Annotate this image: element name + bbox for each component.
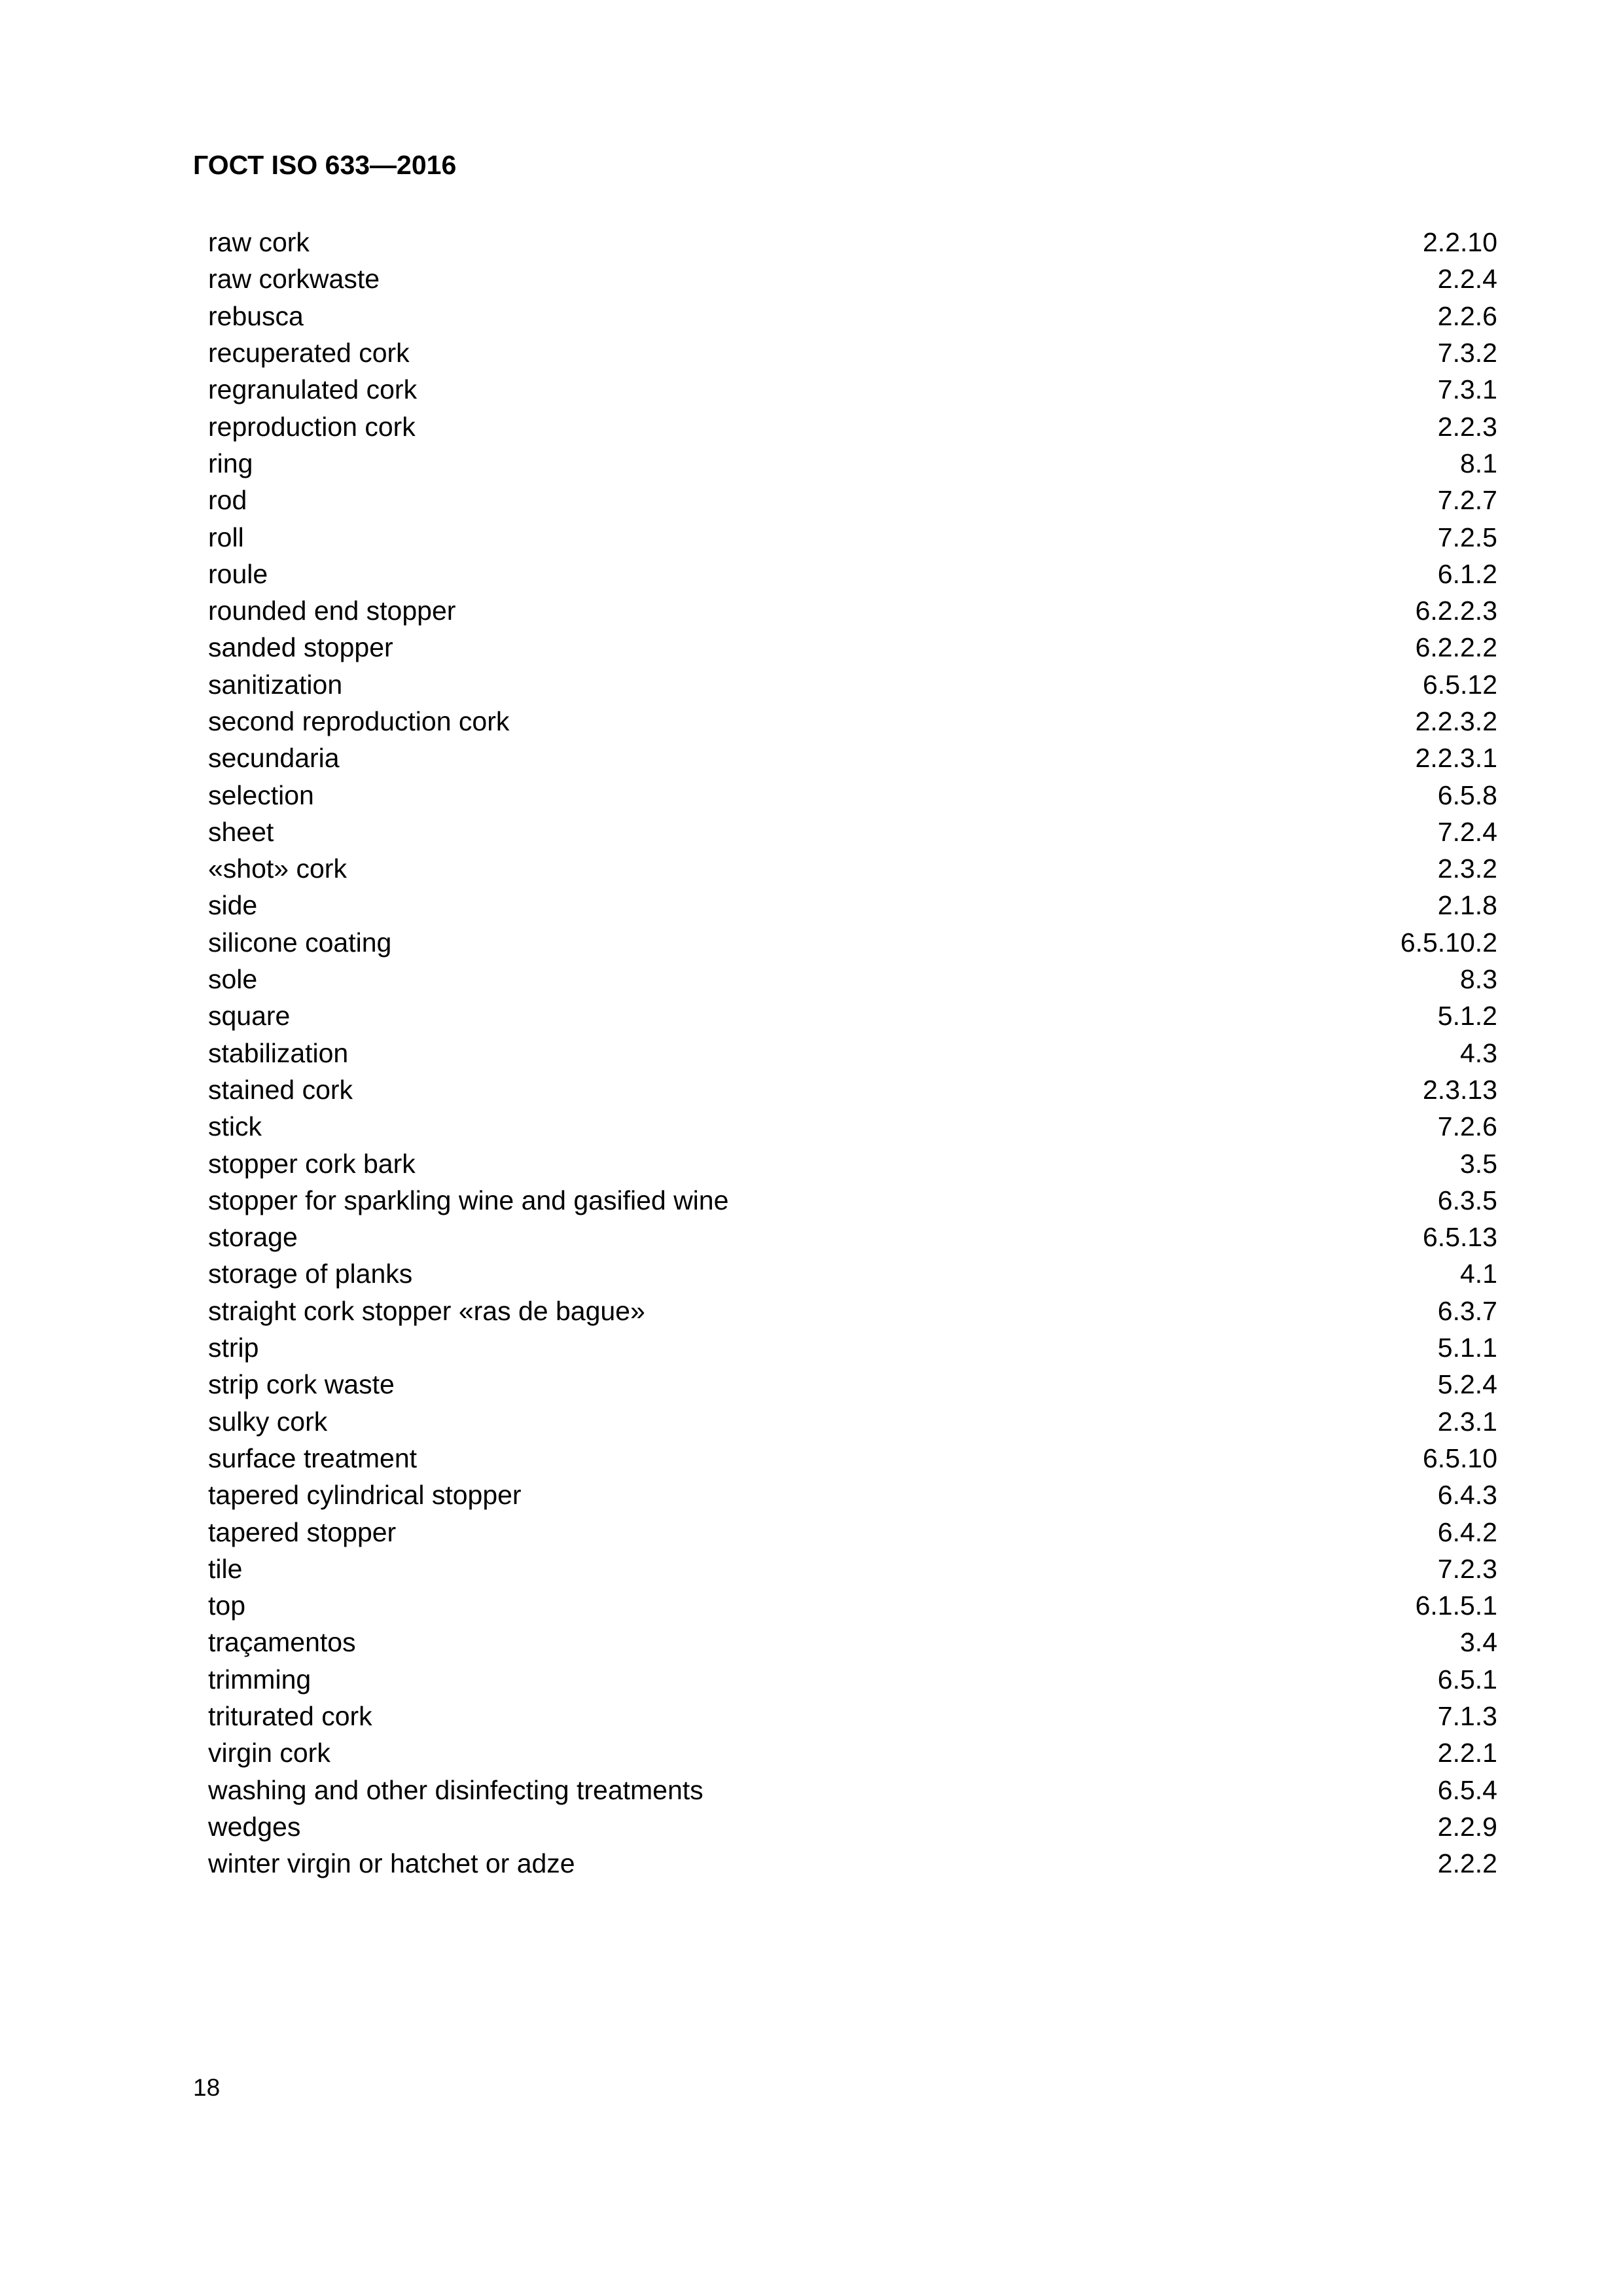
index-term: «shot» cork bbox=[208, 853, 347, 884]
index-term: rebusca bbox=[208, 300, 304, 331]
index-entry bbox=[208, 1293, 1497, 1329]
index-reference: 8.1 bbox=[1460, 448, 1497, 478]
index-entry bbox=[208, 776, 1497, 813]
index-reference: 6.5.1 bbox=[1437, 1664, 1497, 1695]
index-term: sanitization bbox=[208, 669, 343, 700]
index-reference: 4.3 bbox=[1460, 1037, 1497, 1068]
index-term: roll bbox=[208, 522, 244, 552]
index-reference: 6.4.2 bbox=[1437, 1516, 1497, 1547]
index-term: raw corkwaste bbox=[208, 264, 380, 295]
index-term: second reproduction cork bbox=[208, 706, 510, 736]
index-term: winter virgin or hatchet or adze bbox=[208, 1848, 575, 1879]
index-reference: 6.2.2.3 bbox=[1415, 596, 1497, 626]
index-entry bbox=[208, 1845, 1497, 1882]
index-term: stopper for sparkling wine and gasified wine bbox=[208, 1185, 729, 1215]
index-reference: 6.4.3 bbox=[1437, 1480, 1497, 1511]
index-reference: 6.5.8 bbox=[1437, 780, 1497, 810]
index-reference: 2.2.10 bbox=[1423, 227, 1497, 258]
index-term: sulky cork bbox=[208, 1406, 328, 1437]
index-term: ring bbox=[208, 448, 253, 478]
page-number: 18 bbox=[193, 2074, 221, 2101]
index-entry bbox=[208, 1403, 1497, 1440]
index-term: straight cork stopper «ras de bague» bbox=[208, 1295, 645, 1326]
index-reference: 2.3.1 bbox=[1437, 1406, 1497, 1437]
index-term: stained cork bbox=[208, 1074, 353, 1105]
index-entry bbox=[208, 556, 1497, 592]
index-term: top bbox=[208, 1590, 245, 1621]
index-term: sanded stopper bbox=[208, 632, 393, 663]
index-reference: 3.4 bbox=[1460, 1627, 1497, 1658]
index-reference: 2.2.2 bbox=[1437, 1848, 1497, 1879]
index-term: sole bbox=[208, 964, 258, 995]
index-entry bbox=[208, 334, 1497, 371]
index-reference: 7.2.3 bbox=[1437, 1553, 1497, 1584]
index-reference: 4.1 bbox=[1460, 1259, 1497, 1289]
index-entry bbox=[208, 1477, 1497, 1513]
index-entry bbox=[208, 666, 1497, 703]
index-entry bbox=[208, 1698, 1497, 1734]
index-reference: 8.3 bbox=[1460, 964, 1497, 995]
index-reference: 5.2.4 bbox=[1437, 1369, 1497, 1400]
index-entry bbox=[208, 1808, 1497, 1845]
index-term: tapered stopper bbox=[208, 1516, 397, 1547]
index-entry bbox=[208, 260, 1497, 297]
index-entry bbox=[208, 1624, 1497, 1660]
index-term: recuperated cork bbox=[208, 338, 410, 368]
index-term: trimming bbox=[208, 1664, 312, 1695]
index-list bbox=[208, 224, 1497, 1882]
index-term: secundaria bbox=[208, 743, 340, 774]
index-reference: 6.5.12 bbox=[1423, 669, 1497, 700]
page-header: ГОСТ ISO 633—2016 bbox=[193, 150, 457, 180]
index-term: surface treatment bbox=[208, 1443, 418, 1473]
index-reference: 6.5.10 bbox=[1423, 1443, 1497, 1473]
index-term: traçamentos bbox=[208, 1627, 356, 1658]
index-term: strip bbox=[208, 1333, 259, 1363]
index-reference: 3.5 bbox=[1460, 1148, 1497, 1179]
index-term: silicone coating bbox=[208, 927, 392, 958]
index-entry bbox=[208, 1551, 1497, 1587]
index-reference: 7.3.2 bbox=[1437, 338, 1497, 368]
index-entry bbox=[208, 1255, 1497, 1292]
index-term: rounded end stopper bbox=[208, 596, 456, 626]
index-reference: 2.2.9 bbox=[1437, 1811, 1497, 1842]
index-reference: 6.3.7 bbox=[1437, 1295, 1497, 1326]
index-term: wedges bbox=[208, 1811, 301, 1842]
index-reference: 2.2.3.1 bbox=[1415, 743, 1497, 774]
index-reference: 6.5.13 bbox=[1423, 1222, 1497, 1253]
index-entry bbox=[208, 924, 1497, 961]
index-reference: 7.2.4 bbox=[1437, 816, 1497, 847]
index-entry bbox=[208, 1440, 1497, 1477]
index-entry bbox=[208, 371, 1497, 408]
index-entry bbox=[208, 814, 1497, 850]
index-term: tapered cylindrical stopper bbox=[208, 1480, 522, 1511]
index-term: side bbox=[208, 890, 258, 921]
index-entry bbox=[208, 1661, 1497, 1698]
index-reference: 6.5.4 bbox=[1437, 1774, 1497, 1805]
index-reference: 2.1.8 bbox=[1437, 890, 1497, 921]
index-reference: 7.2.5 bbox=[1437, 522, 1497, 552]
index-term: reproduction cork bbox=[208, 411, 416, 442]
index-entry bbox=[208, 1734, 1497, 1771]
index-reference: 2.3.13 bbox=[1423, 1074, 1497, 1105]
index-entry bbox=[208, 445, 1497, 482]
index-reference: 6.1.5.1 bbox=[1415, 1590, 1497, 1621]
index-entry bbox=[208, 1182, 1497, 1219]
index-term: rod bbox=[208, 485, 247, 516]
index-term: storage bbox=[208, 1222, 298, 1253]
index-entry bbox=[208, 703, 1497, 740]
index-term: square bbox=[208, 1001, 291, 1031]
index-entry bbox=[208, 1329, 1497, 1366]
index-reference: 2.2.1 bbox=[1437, 1738, 1497, 1768]
index-entry bbox=[208, 408, 1497, 444]
index-reference: 5.1.1 bbox=[1437, 1333, 1497, 1363]
index-entry bbox=[208, 629, 1497, 666]
index-entry bbox=[208, 887, 1497, 924]
index-entry bbox=[208, 1587, 1497, 1624]
index-reference: 7.1.3 bbox=[1437, 1701, 1497, 1732]
index-term: selection bbox=[208, 780, 314, 810]
index-entry bbox=[208, 1071, 1497, 1108]
index-term: tile bbox=[208, 1553, 243, 1584]
index-entry bbox=[208, 961, 1497, 997]
index-reference: 6.5.10.2 bbox=[1400, 927, 1497, 958]
index-term: raw cork bbox=[208, 227, 310, 258]
index-reference: 6.3.5 bbox=[1437, 1185, 1497, 1215]
index-reference: 2.2.6 bbox=[1437, 300, 1497, 331]
index-term: stick bbox=[208, 1111, 262, 1142]
index-reference: 6.1.2 bbox=[1437, 558, 1497, 589]
index-term: regranulated cork bbox=[208, 374, 418, 405]
index-reference: 5.1.2 bbox=[1437, 1001, 1497, 1031]
index-term: stabilization bbox=[208, 1037, 349, 1068]
index-entry bbox=[208, 1771, 1497, 1808]
index-term: virgin cork bbox=[208, 1738, 330, 1768]
index-term: washing and other disinfecting treatments bbox=[208, 1774, 704, 1805]
index-term: stopper cork bark bbox=[208, 1148, 416, 1179]
index-term: triturated cork bbox=[208, 1701, 372, 1732]
index-entry bbox=[208, 1513, 1497, 1550]
index-reference: 2.2.3 bbox=[1437, 411, 1497, 442]
index-entry bbox=[208, 482, 1497, 518]
index-entry bbox=[208, 740, 1497, 776]
index-entry bbox=[208, 298, 1497, 334]
index-reference: 7.2.7 bbox=[1437, 485, 1497, 516]
index-entry bbox=[208, 1219, 1497, 1255]
index-reference: 7.2.6 bbox=[1437, 1111, 1497, 1142]
index-reference: 6.2.2.2 bbox=[1415, 632, 1497, 663]
index-term: storage of planks bbox=[208, 1259, 413, 1289]
index-entry bbox=[208, 997, 1497, 1034]
index-entry bbox=[208, 850, 1497, 887]
index-entry bbox=[208, 1108, 1497, 1145]
index-entry bbox=[208, 592, 1497, 629]
index-entry bbox=[208, 1145, 1497, 1181]
index-entry bbox=[208, 1366, 1497, 1403]
index-reference: 2.3.2 bbox=[1437, 853, 1497, 884]
index-term: sheet bbox=[208, 816, 274, 847]
index-entry bbox=[208, 1035, 1497, 1071]
index-entry bbox=[208, 224, 1497, 260]
index-entry bbox=[208, 518, 1497, 555]
index-reference: 7.3.1 bbox=[1437, 374, 1497, 405]
index-reference: 2.2.3.2 bbox=[1415, 706, 1497, 736]
index-term: strip cork waste bbox=[208, 1369, 395, 1400]
index-reference: 2.2.4 bbox=[1437, 264, 1497, 295]
index-term: roule bbox=[208, 558, 268, 589]
